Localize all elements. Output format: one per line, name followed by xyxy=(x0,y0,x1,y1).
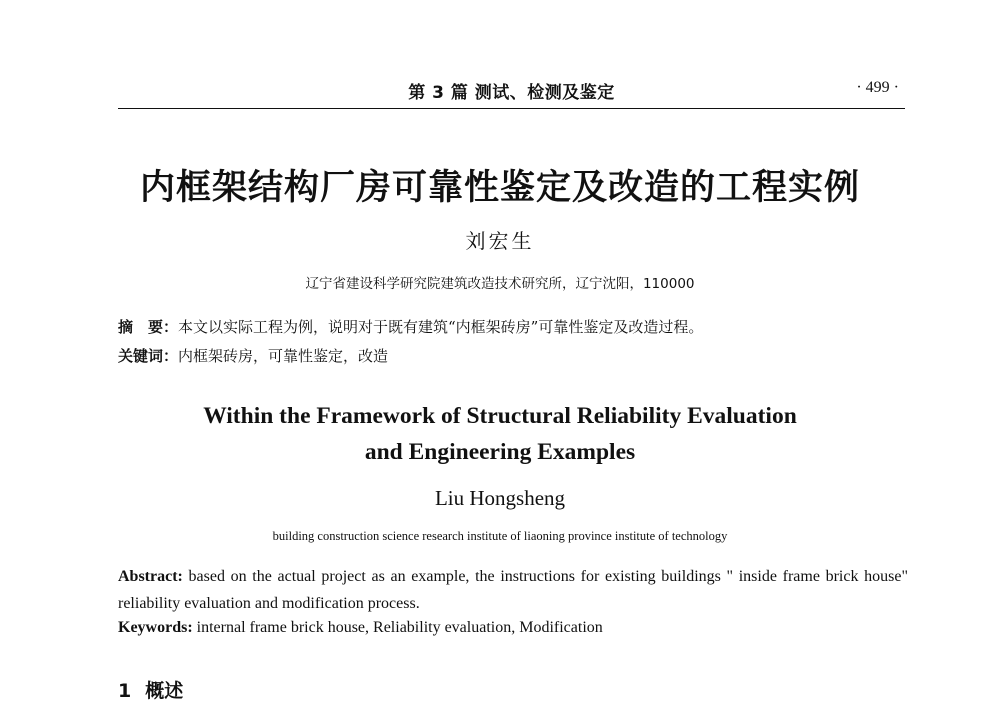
english-keywords-text: internal frame brick house, Reliability evaluation, Modification xyxy=(192,619,603,636)
chinese-affiliation: 辽宁省建设科学研究院建筑改造技术研究所，辽宁沈阳，110000 xyxy=(305,276,695,292)
english-abstract xyxy=(118,563,908,617)
section-title: 概述 xyxy=(145,680,184,702)
english-title-line1: Within the Framework of Structural Reliability Evaluation xyxy=(203,403,797,429)
chinese-title: 内框架结构厂房可靠性鉴定及改造的工程实例 xyxy=(139,167,860,208)
chinese-abstract xyxy=(118,316,703,337)
english-keywords-label: Keywords: xyxy=(118,619,193,636)
english-author: Liu Hongsheng xyxy=(434,486,566,510)
chinese-keywords-text: 内框架砖房，可靠性鉴定，改造 xyxy=(178,347,389,365)
running-header xyxy=(118,78,905,109)
english-title xyxy=(0,398,1000,470)
section-heading xyxy=(118,676,183,703)
english-affiliation: building construction science research institute of liaoning province institute of technology xyxy=(272,529,728,543)
chinese-keywords xyxy=(118,345,388,366)
chinese-abstract-text: 本文以实际工程为例，说明对于既有建筑“内框架砖房”可靠性鉴定及改造过程。 xyxy=(178,318,704,336)
chinese-abstract-label: 摘 要： xyxy=(118,318,179,336)
chinese-keywords-label: 关键词： xyxy=(118,347,179,365)
english-abstract-label: Abstract: xyxy=(118,568,183,585)
running-header-title: 第 3 篇 测试、检测及鉴定 xyxy=(408,83,615,103)
english-title-line2: and Engineering Examples xyxy=(364,439,636,465)
section-number: 1 xyxy=(118,680,132,702)
chinese-author: 刘宏生 xyxy=(465,229,535,253)
english-abstract-text: based on the actual project as an example, the instructions for existing buildings " inside frame brick house" reliability evaluation and modification process. xyxy=(118,568,908,612)
english-keywords xyxy=(118,619,603,637)
page-number: · 499 · xyxy=(856,79,899,96)
